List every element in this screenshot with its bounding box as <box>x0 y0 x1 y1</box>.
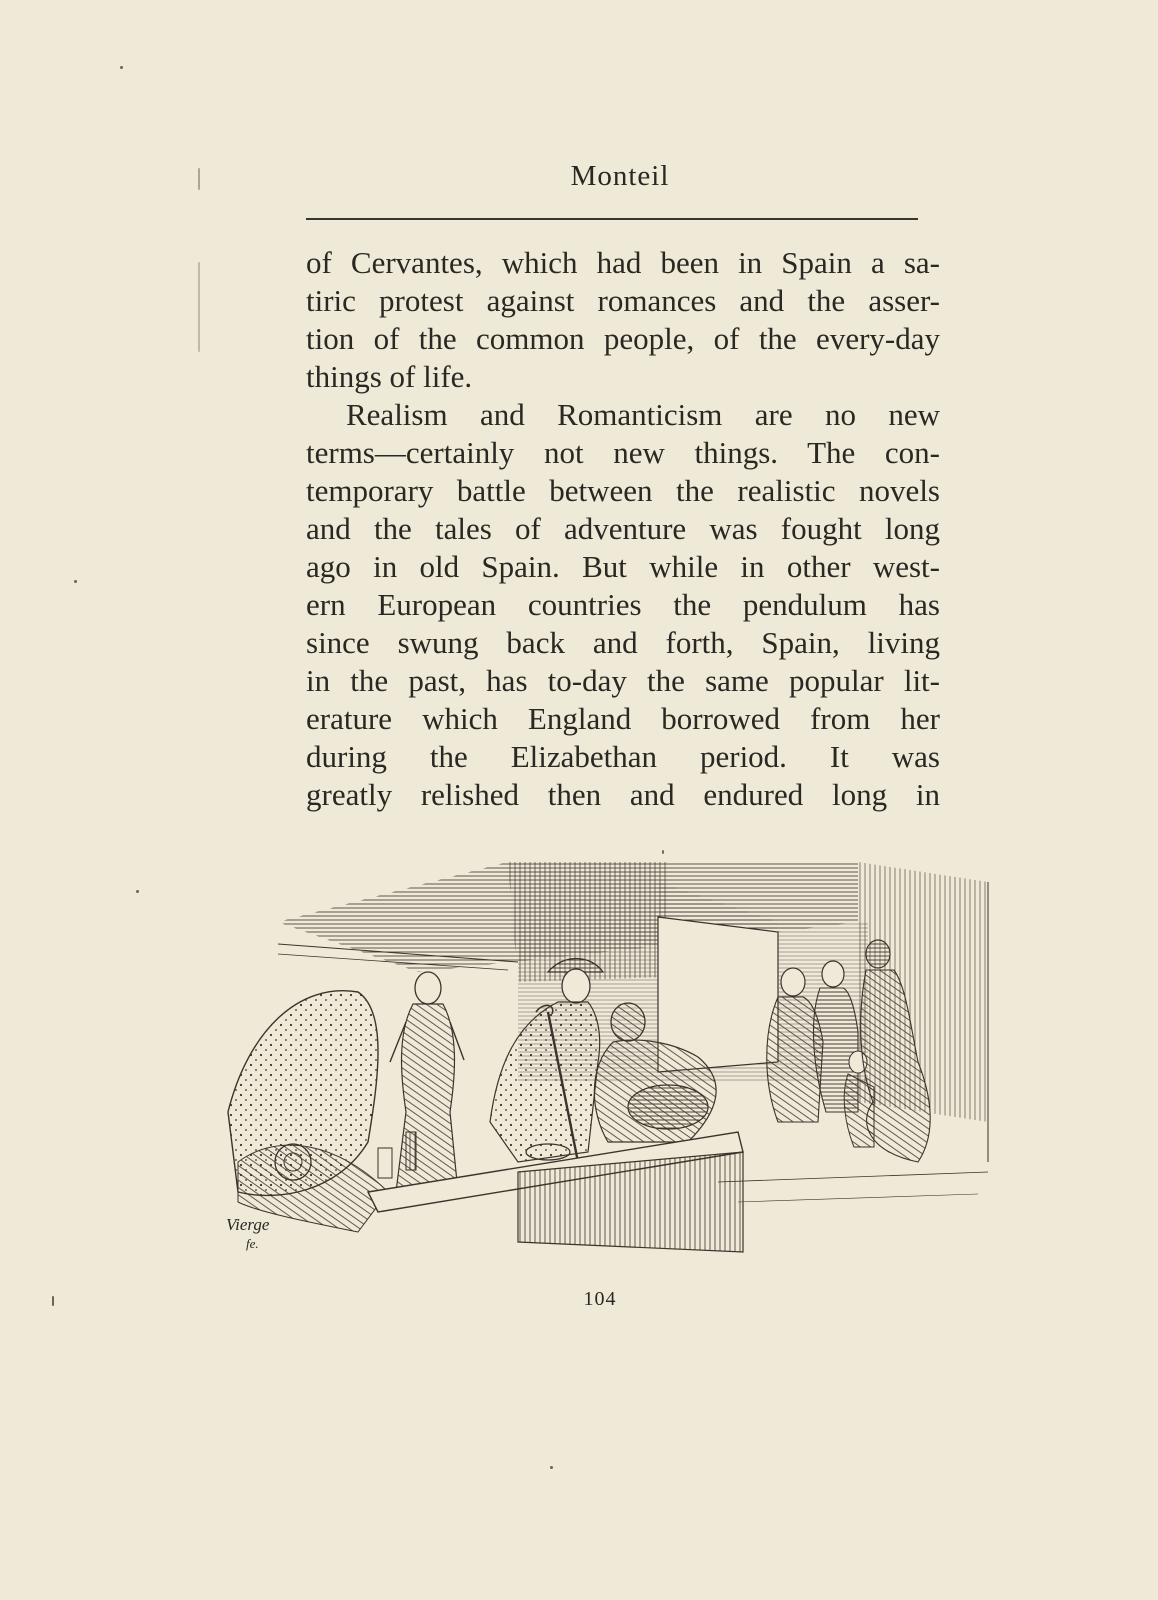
paper-speck <box>198 168 200 190</box>
text-line: ern European countries the pendulum has <box>306 587 940 622</box>
body-text <box>306 244 940 814</box>
svg-text:Vierge: Vierge <box>226 1215 270 1234</box>
text-line: greatly relished then and endured long in <box>306 777 940 812</box>
paper-speck <box>74 580 77 583</box>
paper-speck <box>136 890 139 893</box>
text-line: of Cervantes, which had been in Spain a sa- <box>306 245 940 280</box>
text-line: tion of the common people, of the every-day <box>306 321 940 356</box>
text-line: in the past, has to-day the same popular lit- <box>306 663 940 698</box>
paper-speck <box>120 66 123 69</box>
text-line: terms—certainly not new things. The con- <box>306 435 940 470</box>
paper-speck <box>52 1296 54 1306</box>
text-line: tiric protest against romances and the asser- <box>306 283 940 318</box>
text-line: temporary battle between the realistic novels <box>306 473 940 508</box>
paper-speck <box>198 262 200 352</box>
text-line: since swung back and forth, Spain, living <box>306 625 940 660</box>
svg-text:fe.: fe. <box>246 1236 259 1251</box>
text-line: things of life. <box>306 359 473 394</box>
text-line: ago in old Spain. But while in other west- <box>306 549 940 584</box>
tavern-engraving <box>218 862 1008 1276</box>
page-number: 104 <box>583 1288 617 1310</box>
header-rule <box>306 218 918 220</box>
running-head: Monteil <box>570 160 670 192</box>
text-line: Realism and Romanticism are no new <box>346 397 940 432</box>
paper-speck <box>550 1466 553 1469</box>
text-line: and the tales of adventure was fought long <box>306 511 940 546</box>
paper-speck <box>662 850 664 854</box>
text-line: erature which England borrowed from her <box>306 701 940 736</box>
text-line: during the Elizabethan period. It was <box>306 739 940 774</box>
